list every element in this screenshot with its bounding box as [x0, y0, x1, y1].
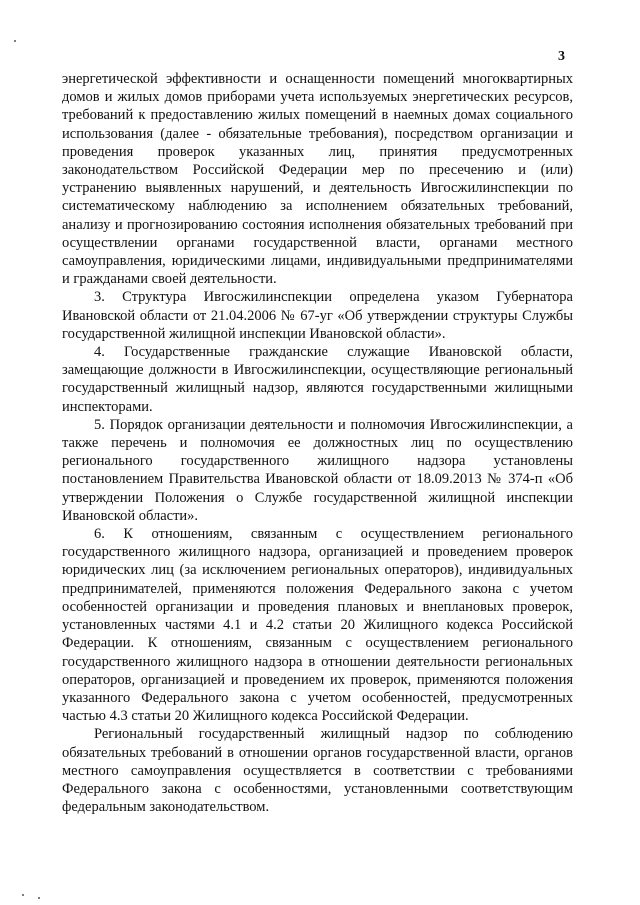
- paragraph-regional-supervision: Региональный государственный жилищный надзор по соблюдению обязательных требований в отношении органов государственной власти, органов местного самоуправления осуществляется в соответствии с требованиями Федерального закона с особенностями, установленными соответствующим федеральным законодательством.: [62, 726, 573, 816]
- paragraph-4-civil-servants: 4. Государственные гражданские служащие Ивановской области, замещающие должности в Ивгосжилинспекции, осуществляющие региональный государственный жилищный надзор, являются государственными жилищными инспекторами.: [62, 344, 573, 415]
- scan-speck: [38, 897, 40, 899]
- page-number: 3: [558, 49, 565, 64]
- scan-speck: [22, 894, 24, 896]
- document-body: [62, 70, 573, 816]
- scan-speck: [14, 40, 16, 42]
- paragraph-6-relations: 6. К отношениям, связанным с осуществлением регионального государственного жилищного надзора, организацией и проведением проверок юридических лиц (за исключением региональных операторов), индивидуальных предпринимателей, применяются положения Федерального закона с учетом особенностей организации и проведения плановых и внеплановых проверок, установленных частями 4.1 и 4.2 статьи 20 Жилищного кодекса Российской Федерации. К отношениям, связанным с осуществлением регионального государственного жилищного надзора в отношении деятельности региональных операторов, организацией и проведением их проверок, применяются положения указанного Федерального закона с учетом особенностей, предусмотренных частью 4.3 статьи 20 Жилищного кодекса Российской Федерации.: [62, 526, 573, 725]
- paragraph-continuation: энергетической эффективности и оснащенности помещений многоквартирных домов и жилых домов приборами учета используемых энергетических ресурсов, требований к предоставлению жилых помещений в наемных домах социального использования (далее - обязательные требования), посредством организации и проведения проверок указанных лиц, принятия предусмотренных законодательством Российской Федерации мер по пресечению и (или) устранению выявленных нарушений, и деятельность Ивгосжилинспекции по систематическому наблюдению за исполнением обязательных требований, анализу и прогнозированию состояния исполнения обязательных требований при осуществлении органами государственной власти, органами местного самоуправления, юридическими лицами, индивидуальными предпринимателями и гражданами своей деятельности.: [62, 71, 573, 288]
- paragraph-5-procedure: 5. Порядок организации деятельности и полномочия Ивгосжилинспекции, а также перечень и полномочия ее должностных лиц по осуществлению регионального государственного жилищного надзора установлены постановлением Правительства Ивановской области от 18.09.2013 № 374-п «Об утверждении Положения о Службе государственной жилищной инспекции Ивановской области».: [62, 416, 573, 524]
- paragraph-3-structure: 3. Структура Ивгосжилинспекции определена указом Губернатора Ивановской области от 21.04.2006 № 67-уг «Об утверждении структуры Службы государственной жилищной инспекции Ивановской области».: [62, 289, 573, 342]
